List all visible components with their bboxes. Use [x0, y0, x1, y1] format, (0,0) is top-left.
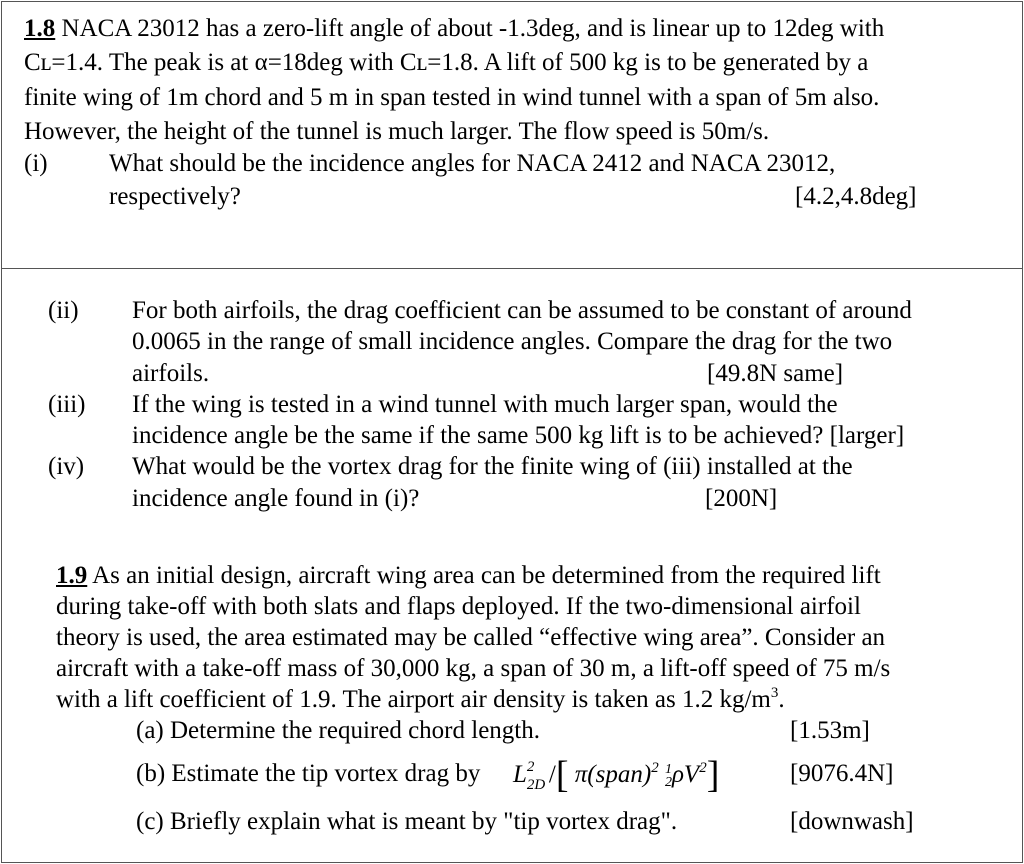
q18-part-iii-line-1: If the wing is tested in a wind tunnel with much larger span, would the	[132, 391, 838, 418]
q18-part-iii-label: (iii)	[48, 391, 86, 418]
q19-part-a-text: (a) Determine the required chord length.	[136, 717, 540, 744]
q18-line-4: However, the height of the tunnel is much larger. The flow speed is 50m/s.	[24, 118, 770, 145]
q19-number: 1.9	[56, 562, 88, 589]
q18-part-ii-line-1: For both airfoils, the drag coefficient can be assumed to be constant of around	[132, 297, 912, 324]
q18-text-line-1: NACA 23012 has a zero-lift angle of about -1.3deg, and is linear up to 12deg with	[61, 15, 885, 42]
tip-vortex-drag-formula	[513, 754, 720, 796]
q18-part-i-line-1: What should be the incidence angles for NACA 2412 and NACA 23012,	[109, 150, 836, 177]
q18-part-iv-label: (iv)	[48, 453, 85, 480]
formula-right-bracket: ]	[706, 754, 720, 796]
q18-part-iv-line-2: incidence angle found in (i)?	[132, 485, 420, 512]
q19-part-c-answer: [downwash]	[790, 808, 914, 835]
q19-line-2: during take-off with both slats and flaps deployed. If the two-dimensional airfoil	[56, 593, 861, 620]
q18-part-i-line-2: respectively?	[109, 183, 241, 210]
formula-left-bracket: [	[555, 754, 569, 796]
q19-line-5	[56, 684, 785, 719]
q18-part-iv-line-1: What would be the vortex drag for the finite wing of (iii) installed at the	[132, 453, 853, 480]
formula-span-exponent: 2	[651, 760, 659, 776]
formula-half-numerator: 1	[664, 762, 672, 778]
q18-part-i-answer: [4.2,4.8deg]	[795, 183, 917, 210]
formula-rho-v: ρV	[671, 761, 700, 788]
q18-part-iv-answer: [200N]	[705, 485, 778, 512]
q19-part-b-text: (b) Estimate the tip vortex drag by	[136, 760, 481, 787]
q19-line-4: aircraft with a take-off mass of 30,000 kg, a span of 30 m, a lift-off speed of 75 m/s	[56, 655, 891, 682]
q18-part-ii-label: (ii)	[48, 297, 79, 324]
formula-v-exponent: 2	[699, 760, 707, 776]
formula-L-exponent: 2	[526, 759, 535, 775]
q19-line-1	[56, 560, 881, 591]
q18-part-ii-answer: [49.8N same]	[707, 360, 844, 387]
formula-one-half	[665, 763, 672, 789]
density-period: .	[778, 686, 785, 713]
q18-line-3: finite wing of 1m chord and 5 m in span tested in wind tunnel with a span of 5m also.	[24, 84, 880, 111]
q18-part-ii-line-2: 0.0065 in the range of small incidence angles. Compare the drag for the two	[132, 328, 893, 355]
q19-part-b-answer: [9076.4N]	[790, 760, 894, 787]
q19-part-a-answer: [1.53m]	[790, 717, 870, 744]
density-exponent: 3	[770, 685, 779, 701]
q18-number: 1.8	[24, 15, 56, 42]
formula-span: (span)	[587, 761, 652, 788]
q19-text-line-1: As an initial design, aircraft wing area can be determined from the required lift	[92, 562, 881, 589]
q18-part-ii-line-3: airfoils.	[132, 360, 210, 387]
formula-slash: /	[548, 761, 556, 788]
q18-line-2: Cʟ=1.4. The peak is at α=18deg with Cʟ=1.8. A lift of 500 kg is to be generated by a	[24, 49, 869, 76]
q19-part-c-text: (c) Briefly explain what is meant by "tip vortex drag".	[136, 808, 678, 835]
formula-L: L	[513, 761, 527, 788]
formula-pi: π	[574, 761, 588, 788]
q19-text-line-5: with a lift coefficient of 1.9. The airport air density is taken as 1.2 kg/m	[56, 686, 771, 713]
q18-line-1	[24, 13, 884, 44]
formula-L-subscript: 2D	[526, 777, 546, 793]
q18-part-i-label: (i)	[24, 150, 48, 177]
q19-line-3: theory is used, the area estimated may be called “effective wing area”. Consider an	[56, 624, 886, 651]
formula-half-denominator: 2	[664, 775, 672, 791]
q18-part-iii-line-2: incidence angle be the same if the same 500 kg lift is to be achieved? [larger]	[132, 422, 905, 449]
